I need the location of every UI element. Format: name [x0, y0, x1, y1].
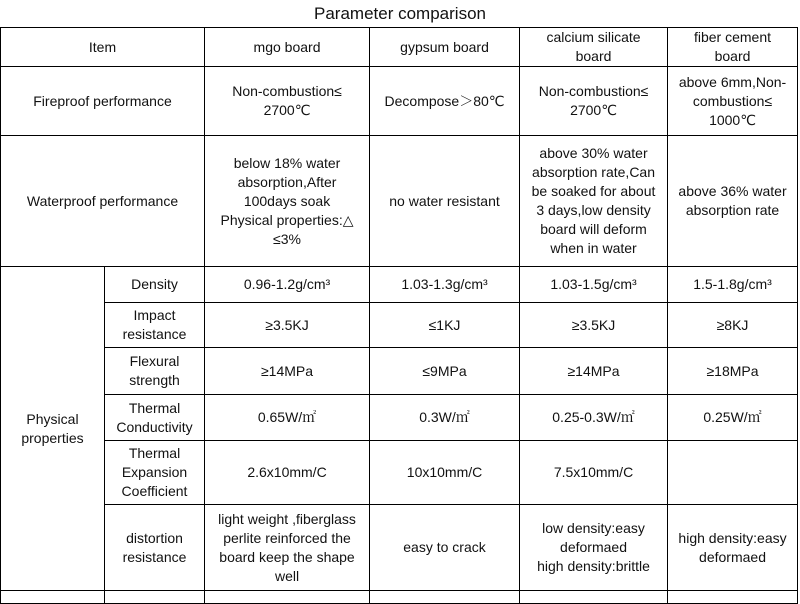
- cell-flexural-calcium: ≥14MPa: [520, 348, 668, 395]
- cell-thermal-conductivity-calcium: 0.25-0.3W/㎡: [520, 395, 668, 441]
- cell-impact-gypsum: ≤1KJ: [370, 303, 520, 348]
- row-label-thermal-conductivity: Thermal Conductivity: [105, 395, 205, 441]
- cell-waterproof-gypsum: no water resistant: [370, 136, 520, 267]
- row-label-density: Density: [105, 267, 205, 303]
- cell-density-mgo: 0.96-1.2g/cm³: [205, 267, 370, 303]
- row-label-distortion-resistance: distortion resistance: [105, 505, 205, 591]
- page-title: Parameter comparison: [314, 4, 486, 23]
- table-row: [1, 395, 798, 441]
- table-row-partial: [1, 591, 798, 604]
- table-header-row: [1, 28, 798, 67]
- cell-thermal-conductivity-fiber: 0.25W/㎡: [668, 395, 798, 441]
- cell-thermal-conductivity-mgo: 0.65W/㎡: [205, 395, 370, 441]
- table-row: [1, 441, 798, 505]
- header-fiber-cement-board: fiber cement board: [668, 28, 798, 67]
- comparison-table: [0, 27, 798, 604]
- cell-flexural-fiber: ≥18MPa: [668, 348, 798, 395]
- cell-fireproof-fiber: above 6mm,Non- combustion≤ 1000℃: [668, 67, 798, 136]
- table-row: [1, 67, 798, 136]
- table-row: [1, 348, 798, 395]
- header-item: Item: [1, 28, 205, 67]
- cell-density-calcium: 1.03-1.5g/cm³: [520, 267, 668, 303]
- table-row: [1, 505, 798, 591]
- cell-distortion-fiber: high density:easy deformaed: [668, 505, 798, 591]
- header-calcium-silicate-board: calcium silicate board: [520, 28, 668, 67]
- cell-impact-calcium: ≥3.5KJ: [520, 303, 668, 348]
- cell-distortion-gypsum: easy to crack: [370, 505, 520, 591]
- cell-distortion-calcium: low density:easy deformaed high density:brittle: [520, 505, 668, 591]
- table-row: [1, 267, 798, 303]
- cell-flexural-gypsum: ≤9MPa: [370, 348, 520, 395]
- cell-fireproof-gypsum: Decompose＞80℃: [370, 67, 520, 136]
- row-group-label-physical: Physical properties: [1, 267, 105, 591]
- cell-thermal-expansion-gypsum: 10x10mm/C: [370, 441, 520, 505]
- row-label-impact-resistance: Impact resistance: [105, 303, 205, 348]
- cell-thermal-conductivity-gypsum: 0.3W/㎡: [370, 395, 520, 441]
- table-row: [1, 303, 798, 348]
- cell-thermal-expansion-mgo: 2.6x10mm/C: [205, 441, 370, 505]
- cell-flexural-mgo: ≥14MPa: [205, 348, 370, 395]
- cell-thermal-expansion-calcium: 7.5x10mm/C: [520, 441, 668, 505]
- cell-thermal-expansion-fiber: [668, 441, 798, 505]
- row-label-thermal-expansion: Thermal Expansion Coefficient: [105, 441, 205, 505]
- cell-fireproof-mgo: Non-combustion≤ 2700℃: [205, 67, 370, 136]
- header-mgo-board: mgo board: [205, 28, 370, 67]
- cell-impact-mgo: ≥3.5KJ: [205, 303, 370, 348]
- cell-waterproof-mgo: below 18% water absorption,After 100days soak Physical properties:△ ≤3%: [205, 136, 370, 267]
- cell-fireproof-calcium: Non-combustion≤ 2700℃: [520, 67, 668, 136]
- header-gypsum-board: gypsum board: [370, 28, 520, 67]
- row-label-waterproof: Waterproof performance: [1, 136, 205, 267]
- cell-density-fiber: 1.5-1.8g/cm³: [668, 267, 798, 303]
- row-label-flexural-strength: Flexural strength: [105, 348, 205, 395]
- cell-distortion-mgo: light weight ,fiberglass perlite reinforced the board keep the shape well: [205, 505, 370, 591]
- cell-impact-fiber: ≥8KJ: [668, 303, 798, 348]
- cell-density-gypsum: 1.03-1.3g/cm³: [370, 267, 520, 303]
- row-label-fireproof: Fireproof performance: [1, 67, 205, 136]
- cell-waterproof-fiber: above 36% water absorption rate: [668, 136, 798, 267]
- table-row: [1, 136, 798, 267]
- cell-waterproof-calcium: above 30% water absorption rate,Can be soaked for about 3 days,low density board will deform when in water: [520, 136, 668, 267]
